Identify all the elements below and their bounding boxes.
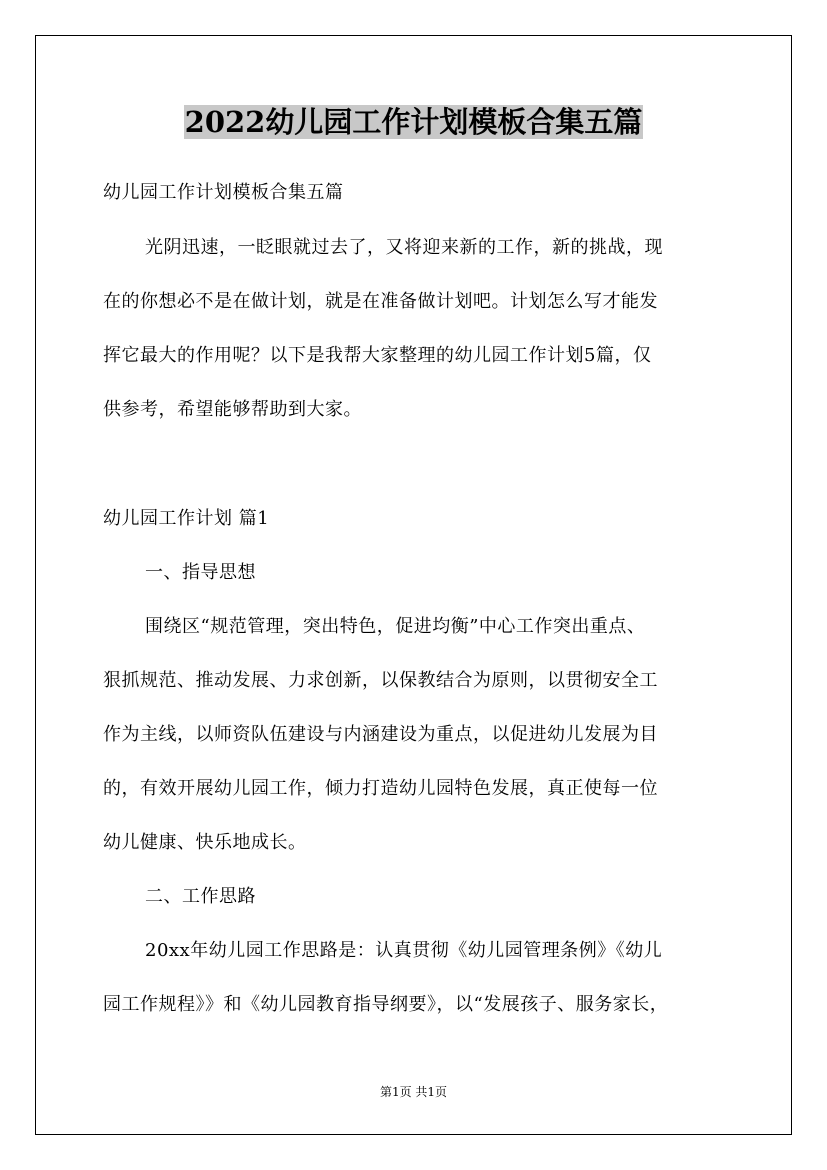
part2-line-1: 20xx年幼儿园工作思路是：认真贯彻《幼儿园管理条例》《幼儿 <box>145 940 663 961</box>
intro-line-3: 挥它最大的作用呢？以下是我帮大家整理的幼儿园工作计划5篇，仅 <box>103 345 652 366</box>
part1-line-1: 围绕区“规范管理，突出特色，促进均衡”中心工作突出重点、 <box>145 616 646 637</box>
intro-line-2: 在的你想必不是在做计划，就是在准备做计划吧。计划怎么写才能发 <box>103 291 658 312</box>
document-subtitle: 幼儿园工作计划模板合集五篇 <box>103 182 344 203</box>
page-footer: 第1页 共1页 <box>379 1085 448 1099</box>
part1-heading: 一、指导思想 <box>145 562 256 583</box>
part2-line-2: 园工作规程》》和《幼儿园教育指导纲要》，以“发展孩子、服务家长， <box>103 994 669 1015</box>
part2-heading: 二、工作思路 <box>145 886 256 907</box>
part1-line-3: 作为主线，以师资队伍建设与内涵建设为重点，以促进幼儿发展为目 <box>103 724 658 745</box>
intro-line-1: 光阴迅速，一眨眼就过去了，又将迎来新的工作，新的挑战，现 <box>145 237 663 258</box>
part1-line-5: 幼儿健康、快乐地成长。 <box>103 832 307 853</box>
part1-line-4: 的，有效开展幼儿园工作，倾力打造幼儿园特色发展，真正使每一位 <box>103 778 658 799</box>
document-title-text: 2022幼儿园工作计划模板合集五篇 <box>184 105 643 139</box>
document-title <box>0 100 827 144</box>
part1-line-2: 狠抓规范、推动发展、力求创新，以保教结合为原则，以贯彻安全工 <box>103 670 658 691</box>
section-heading: 幼儿园工作计划 篇1 <box>103 508 270 529</box>
intro-line-4: 供参考，希望能够帮助到大家。 <box>103 399 362 420</box>
